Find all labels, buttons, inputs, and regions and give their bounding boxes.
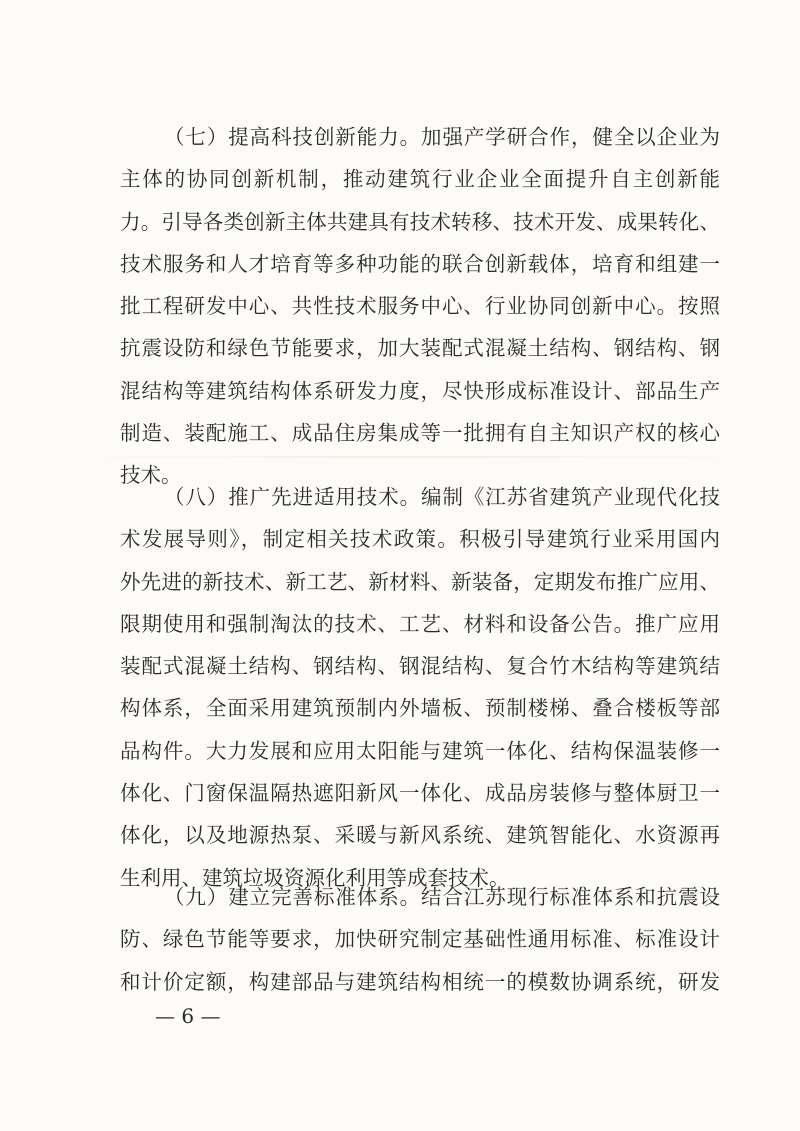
paragraph-line: （七）提高科技创新能力。加强产学研合作，健全以企业为 bbox=[164, 125, 720, 149]
paragraph-line: （九）建立完善标准体系。结合江苏现行标准体系和抗震设 bbox=[164, 885, 720, 909]
paragraph-line: 装配式混凝土结构、钢结构、钢混结构、复合竹木结构等建筑结 bbox=[120, 654, 720, 679]
paragraph-line: 体化，以及地源热泵、采暖与新风系统、建筑智能化、水资源再 bbox=[120, 823, 720, 848]
paragraph-line: 主体的协同创新机制，推动建筑行业企业全面提升自主创新能 bbox=[120, 167, 720, 192]
paragraph-line: 制造、装配施工、成品住房集成等一批拥有自主知识产权的核心 bbox=[120, 421, 720, 446]
paragraph-section-8 bbox=[120, 476, 720, 899]
paragraph-line: 抗震设防和绿色节能要求，加大装配式混凝土结构、钢结构、钢 bbox=[120, 336, 720, 361]
paragraph-line: 限期使用和强制淘汰的技术、工艺、材料和设备公告。推广应用 bbox=[120, 611, 720, 636]
paragraph-section-7 bbox=[120, 116, 720, 497]
paragraph-line: 技术服务和人才培育等多种功能的联合创新载体，培育和组建一 bbox=[120, 251, 720, 276]
page-number: — 6 — bbox=[155, 1004, 221, 1028]
paragraph-line: 品构件。大力发展和应用太阳能与建筑一体化、结构保温装修一 bbox=[120, 738, 720, 763]
paragraph-line: 体化、门窗保温隔热遮阳新风一体化、成品房装修与整体厨卫一 bbox=[120, 781, 720, 806]
paragraph-line: 生利用、建筑垃圾资源化利用等成套技术。 bbox=[120, 865, 510, 890]
paragraph-line: 批工程研发中心、共性技术服务中心、行业协同创新中心。按照 bbox=[120, 294, 720, 319]
paragraph-line: 外先进的新技术、新工艺、新材料、新装备，定期发布推广应用、 bbox=[120, 569, 720, 594]
paragraph-line: 防、绿色节能等要求，加快研究制定基础性通用标准、标准设计 bbox=[120, 927, 720, 952]
paragraph-line: 和计价定额，构建部品与建筑结构相统一的模数协调系统，研发 bbox=[120, 969, 720, 994]
paragraph-line: 技术。 bbox=[120, 463, 182, 488]
paragraph-line: 构体系，全面采用建筑预制内外墙板、预制楼梯、叠合楼板等部 bbox=[120, 696, 720, 721]
paragraph-line: （八）推广先进适用技术。编制《江苏省建筑产业现代化技 bbox=[164, 485, 720, 509]
paragraph-section-9 bbox=[120, 876, 720, 1003]
paragraph-line: 力。引导各类创新主体共建具有技术转移、技术开发、成果转化、 bbox=[120, 209, 720, 234]
paragraph-line: 术发展导则》，制定相关技术政策。积极引导建筑行业采用国内 bbox=[120, 527, 720, 552]
paragraph-line: 混结构等建筑结构体系研发力度，尽快形成标准设计、部品生产 bbox=[120, 378, 720, 403]
